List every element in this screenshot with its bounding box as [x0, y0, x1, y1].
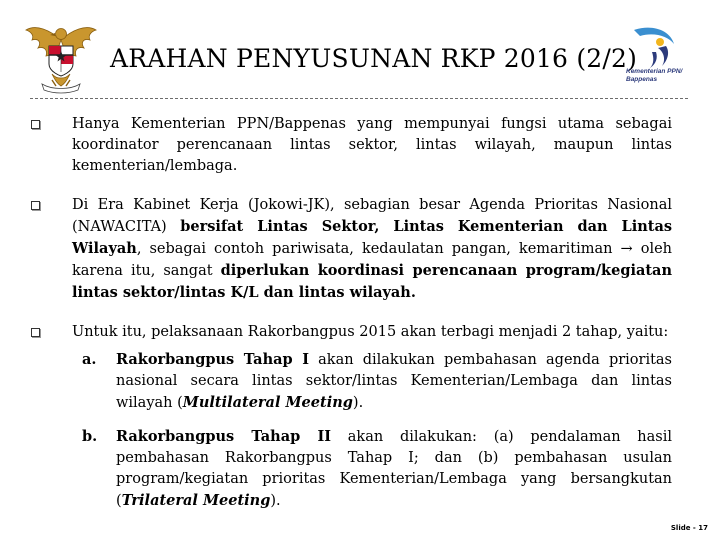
sub-item-a-italic: Multilateral Meeting	[182, 394, 353, 411]
bullet-item	[22, 114, 672, 177]
bullet-2-bold-phrase: bersifat Lintas Sektor, Lintas Kementerian dan Lintas Wilayah	[72, 218, 673, 257]
sub-item-b-text: akan dilakukan: (a) pendalaman hasil pembahasan Rakorbangpus Tahap I; dan (b) pembahasan usulan program/kegiatan prioritas Kementerian/Lembaga yang bersangkutan (	[116, 429, 673, 509]
sub-item-b-bold: Rakorbangpus Tahap II	[116, 428, 332, 445]
logo-text-line2: Bappenas	[626, 76, 658, 83]
bullet-2-text-mid: , sebagai contoh pariwisata, kedaulatan pangan, kemaritiman	[136, 241, 621, 257]
bullet-text	[72, 322, 672, 343]
sub-item-text	[116, 349, 672, 414]
bullet-2-text-mid2: oleh karena itu, sangat	[72, 241, 672, 279]
header-divider	[30, 98, 688, 99]
sub-list-item	[22, 349, 672, 414]
bullet-1-text: Hanya Kementerian PPN/Bappenas yang mempunyai fungsi utama sebagai koordinator perencanaan lintas sektor, lintas wilayah, maupun lintas kementerian/lembaga.	[72, 116, 672, 174]
bullet-text	[72, 114, 672, 177]
sub-item-b-end: ).	[270, 493, 281, 509]
checkbox-bullet-icon	[31, 328, 40, 337]
bullet-item	[22, 195, 672, 304]
sub-item-letter: a.	[82, 351, 97, 368]
logo-text-line1: Kementerian PPN/	[626, 68, 683, 75]
sub-item-b-italic: Trilateral Meeting	[121, 492, 271, 509]
bullet-3-text: Untuk itu, pelaksanaan Rakorbangpus 2015 akan terbagi menjadi 2 tahap, yaitu:	[72, 324, 669, 340]
sub-item-text	[116, 426, 672, 512]
bullet-list	[22, 114, 672, 524]
page-title: ARAHAN PENYUSUNAN RKP 2016 (2/2)	[110, 44, 638, 73]
bullet-2-bold-conclusion: diperlukan koordinasi perencanaan program/kegiatan lintas sektor/lintas K/L dan lintas wilayah.	[72, 262, 672, 301]
sub-item-letter: b.	[82, 428, 98, 445]
garuda-emblem-icon	[22, 20, 100, 96]
sub-item-a-text: akan dilakukan pembahasan agenda prioritas nasional secara lintas sektor/lintas Kementerian/Lembaga dan lintas wilayah (	[116, 352, 673, 411]
bullet-item	[22, 322, 672, 343]
sub-item-a-bold: Rakorbangpus Tahap I	[116, 351, 310, 368]
arrow-right-icon: →	[620, 241, 633, 257]
checkbox-bullet-icon	[31, 201, 40, 210]
slide-number: Slide - 17	[670, 524, 708, 532]
bappenas-logo-text	[626, 68, 706, 84]
sub-item-a-end: ).	[352, 395, 364, 411]
bullet-text	[72, 195, 672, 304]
bullet-2-text-start: Di Era Kabinet Kerja (Jokowi-JK), sebagian besar Agenda Prioritas Nasional (NAWACITA)	[72, 197, 672, 235]
checkbox-bullet-icon	[31, 120, 40, 129]
sub-list-item	[22, 426, 672, 512]
